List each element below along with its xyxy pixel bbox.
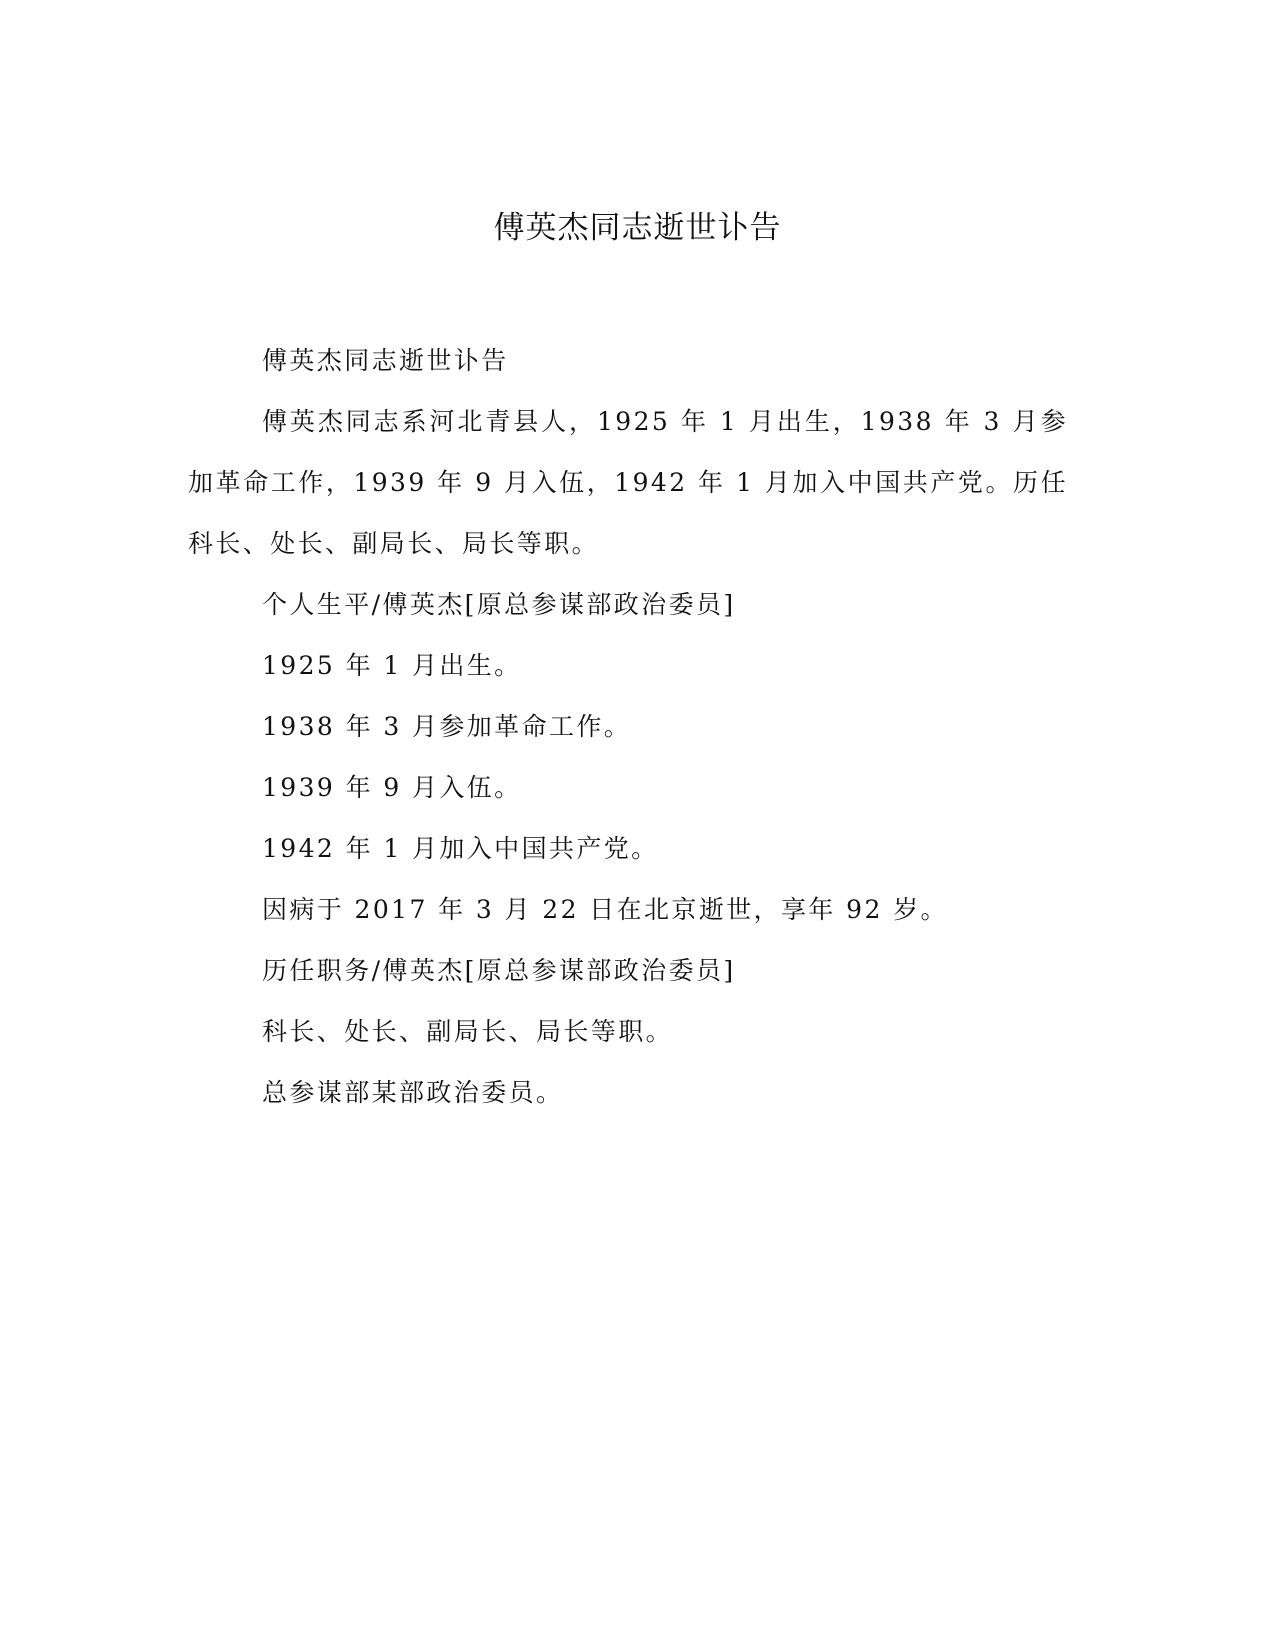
- paragraph-enlistment: 1939 年 9 月入伍。: [262, 773, 522, 802]
- paragraph-heading: 傅英杰同志逝世讣告: [262, 346, 509, 375]
- paragraph-birth: 1925 年 1 月出生。: [262, 651, 522, 680]
- paragraph-party: 1942 年 1 月加入中国共产党。: [262, 834, 659, 863]
- paragraph-death: 因病于 2017 年 3 月 22 日在北京逝世，享年 92 岁。: [262, 895, 948, 924]
- paragraph-biography-heading: 个人生平/傅英杰[原总参谋部政治委员]: [262, 590, 736, 619]
- paragraph-revolution: 1938 年 3 月参加革命工作。: [262, 712, 632, 741]
- page-title: 傅英杰同志逝世讣告: [493, 210, 782, 246]
- paragraph-summary: 傅英杰同志系河北青县人，1925 年 1 月出生，1938 年 3 月参加革命工作，1939 年 9 月入伍，1942 年 1 月加入中国共产党。历任科长、处长、副局长、局长等职。: [188, 407, 1068, 558]
- document-body: [188, 330, 1068, 1123]
- paragraph-final-position: 总参谋部某部政治委员。: [262, 1078, 564, 1107]
- paragraph-positions-heading: 历任职务/傅英杰[原总参谋部政治委员]: [262, 956, 736, 985]
- paragraph-positions: 科长、处长、副局长、局长等职。: [262, 1017, 674, 1046]
